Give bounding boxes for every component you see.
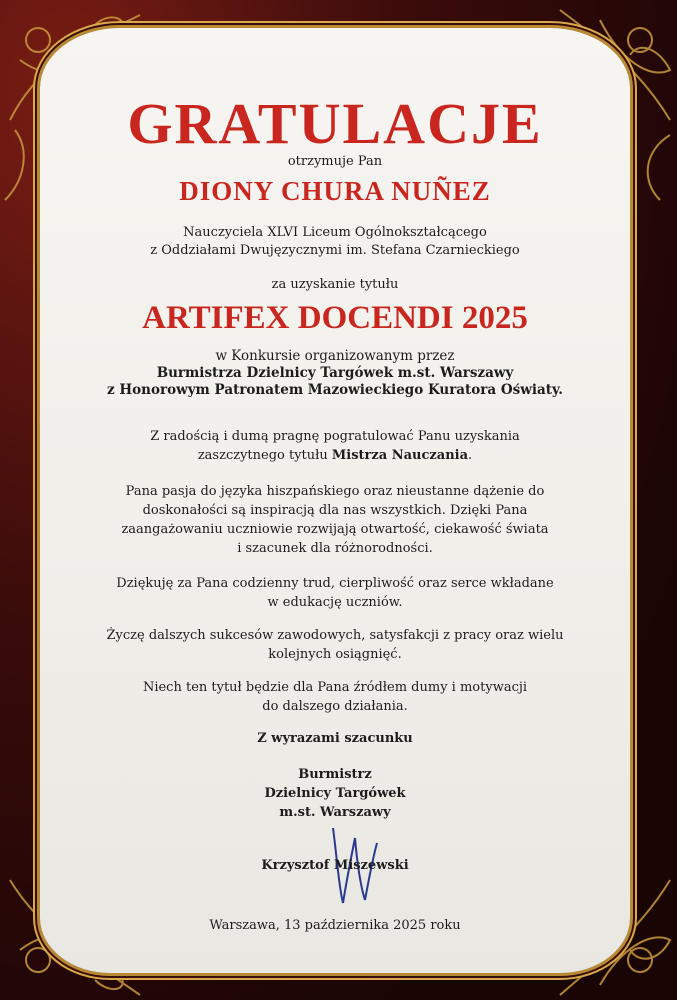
- for-title-label: za uzyskanie tytułu: [271, 277, 399, 292]
- contest-line-2: Burmistrza Dzielnicy Targówek m.st. Warszawy: [156, 365, 514, 381]
- signatory-line-1: Burmistrz: [298, 767, 372, 782]
- position-line-2: z Oddziałami Dwujęzycznymi im. Stefana Czarnieckiego: [150, 243, 520, 258]
- paragraph-2-line-4: i szacunek dla różnorodności.: [237, 541, 433, 556]
- paragraph-3: [100, 574, 570, 612]
- signatory-title: [40, 765, 630, 822]
- paragraph-1-period: .: [468, 448, 473, 463]
- certificate-content: [40, 28, 630, 973]
- paragraph-5-line-1: Niech ten tytuł będzie dla Pana źródłem dumy i motywacji: [142, 680, 528, 695]
- contest-info: [40, 348, 630, 399]
- paragraph-3-line-1: Dziękuję za Pana codzienny trud, cierpliwość oraz serce wkładane: [116, 576, 554, 591]
- paragraph-1-text: zaszczytnego tytułu: [197, 448, 332, 463]
- signer-name: Krzysztof Miszewski: [261, 858, 409, 873]
- paragraph-5-line-2: do dalszego działania.: [262, 699, 408, 714]
- closing-phrase: Z wyrazami szacunku: [257, 731, 413, 746]
- paragraph-3-line-2: w edukację uczniów.: [267, 595, 403, 610]
- signatory-line-2: Dzielnicy Targówek: [264, 786, 406, 801]
- paragraph-5: [100, 678, 570, 716]
- position-line-1: Nauczyciela XLVI Liceum Ogólnokształcącego: [183, 225, 487, 240]
- certificate-title: GRATULACJE: [127, 91, 543, 156]
- paragraph-2-line-2: doskonałości są inspiracją dla nas wszystkich. Dzięki Pana: [142, 503, 528, 518]
- award-title: ARTIFEX DOCENDI 2025: [142, 300, 528, 336]
- contest-line-1: w Konkursie organizowanym przez: [215, 348, 455, 364]
- paragraph-4: [100, 626, 570, 664]
- paragraph-2: [100, 482, 570, 558]
- master-title: Mistrza Nauczania: [331, 448, 469, 463]
- receives-label: otrzymuje Pan: [287, 154, 383, 169]
- recipient-name: DIONY CHURA NUÑEZ: [179, 176, 491, 206]
- paragraph-2-line-3: zaangażowaniu uczniowie rozwijają otwartość, ciekawość świata: [121, 522, 549, 537]
- paragraph-1-line-1: Z radością i dumą pragnę pogratulować Panu uzyskania: [150, 429, 520, 444]
- place-and-date: Warszawa, 13 października 2025 roku: [209, 918, 461, 933]
- signatory-line-3: m.st. Warszawy: [279, 805, 391, 820]
- paragraph-1: [100, 427, 570, 465]
- paragraph-1-line-2: [100, 446, 570, 465]
- paragraph-2-line-1: Pana pasja do języka hiszpańskiego oraz nieustanne dążenie do: [125, 484, 545, 499]
- paragraph-4-line-1: Życzę dalszych sukcesów zawodowych, satysfakcji z pracy oraz wielu: [106, 628, 564, 643]
- paragraph-4-line-2: kolejnych osiągnięć.: [268, 647, 402, 662]
- contest-line-3: z Honorowym Patronatem Mazowieckiego Kuratora Oświaty.: [107, 382, 563, 398]
